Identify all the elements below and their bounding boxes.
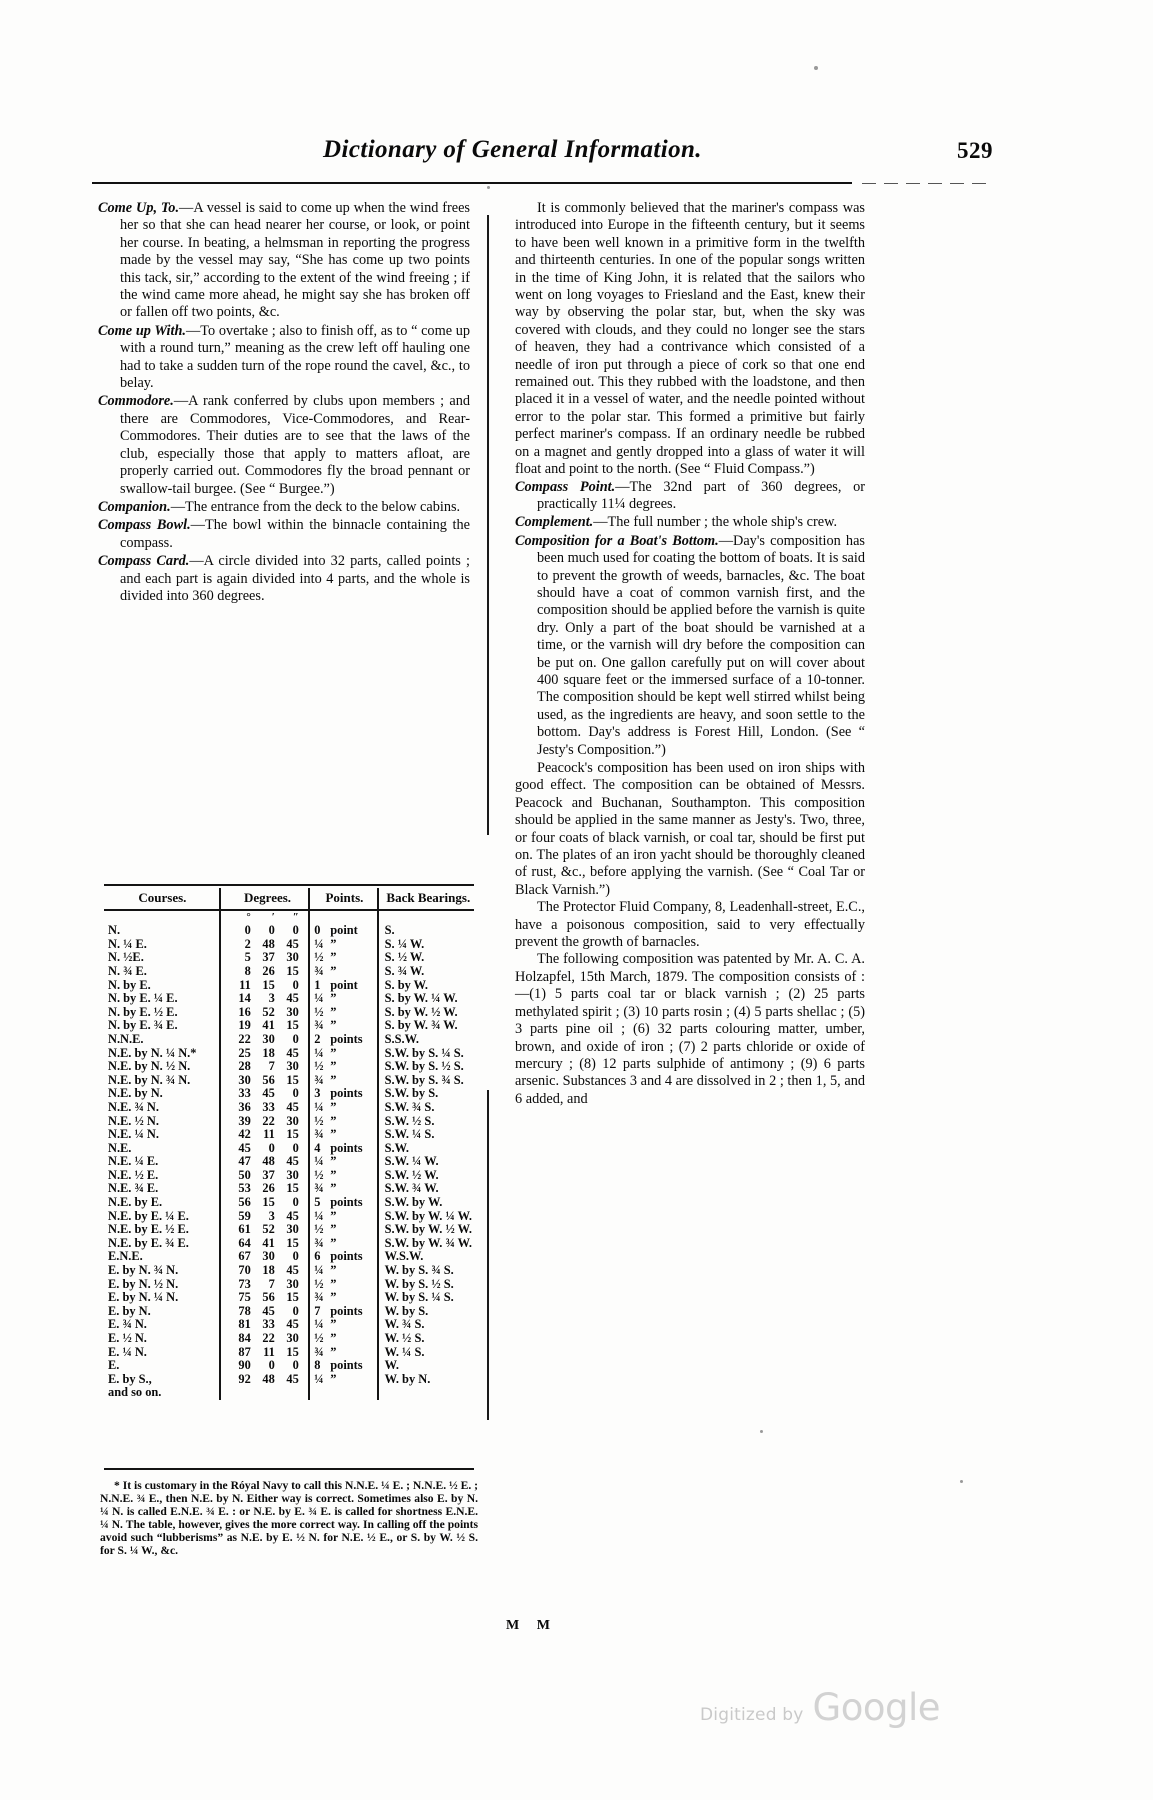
table-row — [104, 1101, 474, 1115]
cell-degrees: 42 11 15 — [220, 1128, 309, 1142]
cell-degrees: 92 48 45 — [220, 1373, 309, 1387]
cell-back-bearing: W. by N. — [378, 1373, 474, 1387]
cell-course: N.E. by E. ¼ E. — [108, 1208, 189, 1223]
cell-degrees: 90 0 0 — [220, 1359, 309, 1373]
entry-body: —A vessel is said to come up when the wind frees her so that she can head nearer her course, or look, or point her course. In beating, a helmsman in reporting the progress made by the vessel may say, “She has come up two points this tack, sir,” according to the extent of the wind freeing ; if the wind came more ahead, he might say she has broken off or fallen off two points, &c. — [120, 200, 470, 321]
cell-back-bearing: S. ¼ W. — [378, 938, 474, 952]
body-paragraph: It is commonly believed that the mariner's compass was introduced into Europe in the fifteenth century, but it seems to have been well known in a primitive form in the twelfth and thirteenth centuries. In one of the popular songs written in the time of King John, it is related that the sailors who went on long voyages to Friesland and the East, knew their way by observing the polar star, but, when the sky was covered with clouds, and they could no longer see the stars of heaven, they had a contrivance which consisted of a needle of iron put through a piece of cork so that one end remained out. This they rubbed with the loadstone, and then placed it in a vessel of water, and the needle pointed without error to the polar star. This formed a primitive but fairly perfect mariner's compass. If an ordinary needle be rubbed on a magnet and gently dropped into a glass of water it will float and point to the north. (See “ Fluid Compass.”) — [515, 200, 865, 478]
cell-course: N.E. ½ N. — [108, 1113, 159, 1128]
table-row — [104, 1047, 474, 1061]
table-row — [104, 1033, 474, 1047]
cell-course: N. ½E. — [108, 950, 144, 965]
cell-course: N.E. by N. ¾ N. — [108, 1072, 191, 1087]
cell-points: ¼” — [309, 1047, 377, 1061]
right-column — [515, 200, 865, 1108]
table-row — [104, 1115, 474, 1129]
compass-table — [104, 888, 474, 1400]
table-row — [104, 1373, 474, 1387]
cell-course: E.N.E. — [108, 1249, 143, 1264]
table-row — [104, 1155, 474, 1169]
cell-back-bearing: W. by S. ½ S. — [378, 1278, 474, 1292]
footnote — [100, 1480, 478, 1557]
cell-points: ¼” — [309, 1264, 377, 1278]
cell-course: N.E. ¼ N. — [108, 1127, 159, 1142]
table-row — [104, 1264, 474, 1278]
cell-degrees: 0 0 0 — [220, 924, 309, 938]
cell-back-bearing: W. by S. — [378, 1305, 474, 1319]
table-row — [104, 1060, 474, 1074]
dictionary-entry — [98, 393, 470, 497]
cell-course: N. — [108, 923, 121, 938]
table-continuation-row — [104, 1386, 474, 1400]
table-row — [104, 1305, 474, 1319]
table-header-row — [104, 888, 474, 910]
running-head — [90, 136, 995, 176]
cell-degrees: 16 52 30 — [220, 1006, 309, 1020]
cell-back-bearing: S.W. — [378, 1142, 474, 1156]
cell-back-bearing: W. by S. ¾ S. — [378, 1264, 474, 1278]
cell-back-bearing: W. ¼ S. — [378, 1346, 474, 1360]
cell-course: E. — [108, 1358, 120, 1373]
cell-degrees: 70 18 45 — [220, 1264, 309, 1278]
cell-back-bearing: S. ½ W. — [378, 951, 474, 965]
table-row — [104, 1169, 474, 1183]
cell-back-bearing: S. by W. ¼ W. — [378, 992, 474, 1006]
dictionary-entry — [98, 553, 470, 605]
cell-back-bearing: S. — [378, 924, 474, 938]
cell-degrees: 45 0 0 — [220, 1142, 309, 1156]
cell-points: ½” — [309, 1332, 377, 1346]
entry-headword: Come up With. — [98, 322, 186, 339]
cell-course: N.E. ½ E. — [108, 1167, 159, 1182]
cell-points: 0point — [309, 924, 377, 938]
cell-points: ½” — [309, 951, 377, 965]
cell-degrees: 14 3 45 — [220, 992, 309, 1006]
entry-body: —To overtake ; also to finish off, as to “ come up with a round turn,” meaning as the crew left off hauling one had to take a sudden turn of the rope round the cavel, &c., to belay. — [120, 322, 470, 392]
column-header-points: Points. — [309, 888, 377, 910]
cell-points: ¾” — [309, 1128, 377, 1142]
cell-degrees: 11 15 0 — [220, 979, 309, 993]
cell-back-bearing: S.W. ½ S. — [378, 1115, 474, 1129]
table-row — [104, 1318, 474, 1332]
entry-headword: Complement. — [515, 514, 594, 531]
column-divider-upper — [487, 215, 489, 835]
cell-points: ¾” — [309, 1346, 377, 1360]
cell-degrees: 8 26 15 — [220, 965, 309, 979]
cell-degrees: 67 30 0 — [220, 1250, 309, 1264]
table-row — [104, 979, 474, 993]
cell-degrees: 30 56 15 — [220, 1074, 309, 1088]
cell-degrees: 84 22 30 — [220, 1332, 309, 1346]
entry-body: —The 32nd part of 360 degrees, or practically 11¼ degrees. — [537, 478, 865, 512]
cell-degrees: 81 33 45 — [220, 1318, 309, 1332]
cell-course: E. ¾ N. — [108, 1317, 147, 1332]
cell-degrees: 25 18 45 — [220, 1047, 309, 1061]
cell-back-bearing: S. by W. ¾ W. — [378, 1019, 474, 1033]
cell-degrees: 33 45 0 — [220, 1087, 309, 1101]
header-rule-dashed — [862, 183, 990, 184]
digitized-by-watermark — [700, 1686, 940, 1729]
dictionary-entry — [98, 200, 470, 322]
cell-course: N. by E. — [108, 977, 151, 992]
cell-course: N. by E. ¼ E. — [108, 991, 178, 1006]
cell-back-bearing: S.W. by S. ¼ S. — [378, 1047, 474, 1061]
page-title: Dictionary of General Information. — [323, 136, 702, 163]
table-row — [104, 1128, 474, 1142]
cell-back-bearing: S.W. ¾ S. — [378, 1101, 474, 1115]
cell-course: N. by E. ¾ E. — [108, 1018, 178, 1033]
cell-points: 6points — [309, 1250, 377, 1264]
cell-points: 7points — [309, 1305, 377, 1319]
cell-degrees: 56 15 0 — [220, 1196, 309, 1210]
degree-symbol-cell — [220, 910, 309, 925]
cell-points: ¾” — [309, 965, 377, 979]
cell-course: N.E. ¾ N. — [108, 1099, 159, 1114]
cell-points: ¾” — [309, 1237, 377, 1251]
cell-course: N.E. by N. — [108, 1086, 163, 1101]
cell-degrees: 2 48 45 — [220, 938, 309, 952]
cell-course: N.E. ¼ E. — [108, 1154, 159, 1169]
cell-back-bearing: S.W. ¾ W. — [378, 1182, 474, 1196]
cell-degrees: 75 56 15 — [220, 1291, 309, 1305]
cell-points: ¾” — [309, 1074, 377, 1088]
cell-points: ¾” — [309, 1182, 377, 1196]
compass-table-wrapper — [104, 888, 474, 1400]
page-number: 529 — [957, 138, 993, 163]
table-row — [104, 965, 474, 979]
cell-back-bearing: S. by W. — [378, 979, 474, 993]
cell-points: ¼” — [309, 992, 377, 1006]
cell-degrees: 64 41 15 — [220, 1237, 309, 1251]
cell-points: ¼” — [309, 1210, 377, 1224]
entry-body: —Day's composition has been much used for coating the bottom of boats. It is said to prevent the growth of weeds, barnacles, &c. The boat should have a coat of common varnish first, and the composition should be applied before the varnish is quite dry. Only a part of the boat should be varnished at a time, or the varnish will dry before the composition can be put on. One gallon carefully put on will cover about 400 square feet or the immersed surface of a 10-tonner. The composition should be kept well stirred whilst being used, as the ingredients are heavy, and soon settle to the bottom. Day's address is Forest Hill, London. (See “ Jesty's Composition.”) — [537, 532, 865, 758]
watermark-prefix: Digitized by — [700, 1705, 804, 1725]
scan-speck — [960, 1480, 963, 1483]
entry-body: —The entrance from the deck to the below cabins. — [170, 498, 461, 515]
cell-course: N.E. by N. ½ N. — [108, 1059, 191, 1074]
cell-points: ½” — [309, 1006, 377, 1020]
table-row — [104, 1237, 474, 1251]
table-row — [104, 1182, 474, 1196]
cell-back-bearing: S.S.W. — [378, 1033, 474, 1047]
table-row — [104, 951, 474, 965]
entry-headword: Compass Point. — [515, 478, 616, 495]
entry-headword: Compass Card. — [98, 553, 190, 570]
table-row — [104, 1359, 474, 1373]
cell-points: 1point — [309, 979, 377, 993]
cell-degrees: 47 48 45 — [220, 1155, 309, 1169]
cell-degrees: 73 7 30 — [220, 1278, 309, 1292]
cell-points: 4points — [309, 1142, 377, 1156]
cell-course: N. by E. ½ E. — [108, 1004, 178, 1019]
column-header-back-bearings: Back Bearings. — [378, 888, 474, 910]
table-row — [104, 1332, 474, 1346]
cell-degrees: 50 37 30 — [220, 1169, 309, 1183]
body-paragraph: The Protector Fluid Company, 8, Leadenhall-street, E.C., have a poisonous composition, said to very effectually prevent the growth of barnacles. — [515, 899, 865, 951]
cell-degrees: 22 30 0 — [220, 1033, 309, 1047]
cell-degrees: 36 33 45 — [220, 1101, 309, 1115]
table-row — [104, 1278, 474, 1292]
cell-degrees: 39 22 30 — [220, 1115, 309, 1129]
cell-course: E. by S., — [108, 1371, 152, 1386]
cell-back-bearing: S.W. by S. — [378, 1087, 474, 1101]
header-rule — [92, 182, 852, 184]
cell-back-bearing: S.W. by W. ¾ W. — [378, 1237, 474, 1251]
cell-course: N.E. by E. — [108, 1195, 163, 1210]
entry-headword: Compass Bowl. — [98, 517, 191, 534]
cell-back-bearing: S.W. by W. — [378, 1196, 474, 1210]
dictionary-entry — [515, 479, 865, 514]
cell-points: 5points — [309, 1196, 377, 1210]
table-row — [104, 1291, 474, 1305]
google-logo: Google — [812, 1686, 941, 1729]
table-row — [104, 1196, 474, 1210]
column-header-courses: Courses. — [104, 888, 220, 910]
cell-degrees: 53 26 15 — [220, 1182, 309, 1196]
cell-course: E. by N. ¾ N. — [108, 1263, 179, 1278]
cell-points: ½” — [309, 1223, 377, 1237]
compass-table-body — [104, 910, 474, 1400]
cell-back-bearing: S.W. ¼ W. — [378, 1155, 474, 1169]
cell-course: N.E. by N. ¼ N.* — [108, 1045, 197, 1060]
table-row — [104, 1142, 474, 1156]
cell-points: 3points — [309, 1087, 377, 1101]
cell-back-bearing: W.S.W. — [378, 1250, 474, 1264]
cell-points: ¼” — [309, 1373, 377, 1387]
cell-points: ¾” — [309, 1019, 377, 1033]
scan-speck — [814, 66, 818, 70]
table-row — [104, 1006, 474, 1020]
entry-body: —The full number ; the whole ship's crew. — [593, 514, 838, 531]
cell-course: N. ¾ E. — [108, 963, 147, 978]
cell-course: N.N.E. — [108, 1031, 144, 1046]
cell-back-bearing: S.W. by S. ¾ S. — [378, 1074, 474, 1088]
table-row — [104, 924, 474, 938]
cell-back-bearing: W. ½ S. — [378, 1332, 474, 1346]
cell-course: N. ¼ E. — [108, 936, 147, 951]
table-row — [104, 992, 474, 1006]
cell-points: ¼” — [309, 1318, 377, 1332]
table-row — [104, 1210, 474, 1224]
column-header-degrees: Degrees. — [220, 888, 309, 910]
entry-body: —The bowl within the binnacle containing the compass. — [120, 517, 471, 551]
cell-back-bearing: W. ¾ S. — [378, 1318, 474, 1332]
cell-course: E. ¼ N. — [108, 1344, 147, 1359]
table-row — [104, 1223, 474, 1237]
minute-symbol: ′ — [271, 910, 275, 923]
scan-speck — [760, 1430, 763, 1433]
scan-speck — [487, 186, 490, 189]
cell-back-bearing: S.W. by S. ½ S. — [378, 1060, 474, 1074]
entry-body: —A rank conferred by clubs upon members ; and there are Commodores, Vice-Commodores, and Rear-Commodores. Their duties are to see that the laws of the club, especially those that apply to matters afloat, are properly carried out. Commodores fly the broad pennant or swallow-tail burgee. (See “ Burgee.”) — [120, 393, 470, 497]
body-paragraph: Peacock's composition has been used on iron ships with good effect. The composition can be obtained of Messrs. Peacock and Buchanan, Southampton. This composition should be applied in the same manner as Jesty's. Two, three, or four coats of black varnish, or coal tar, should be first put on. The plates of an iron yacht should be thoroughly cleaned of rust, &c., before applying the varnish. (See “ Coal Tar or Black Varnish.”) — [515, 760, 865, 898]
dictionary-entry — [98, 323, 470, 393]
entry-headword: Companion. — [98, 498, 171, 515]
column-divider-lower — [487, 1090, 489, 1420]
table-row — [104, 1346, 474, 1360]
cell-back-bearing: S. ¾ W. — [378, 965, 474, 979]
degree-symbol: ° — [246, 910, 251, 923]
cell-course: E. ½ N. — [108, 1331, 147, 1345]
cell-points: ¾” — [309, 1291, 377, 1305]
table-row — [104, 1019, 474, 1033]
continuation-note: and so on. — [108, 1385, 162, 1400]
entry-body: —A circle divided into 32 parts, called points ; and each part is again divided into 4 parts, and the whole is divided into 360 degrees. — [120, 553, 470, 604]
cell-degrees: 78 45 0 — [220, 1305, 309, 1319]
footnote-text: * It is customary in the Róyal Navy to call this N.N.E. ¼ E. ; N.N.E. ½ E. ; N.N.E. ¾ E., then N.E. by N. Either way is correct. Sometimes also E. by N. ¼ N. is called E.N.E. ¾ E. : or N.E. by E. ¾ E. is called for shortness E.N.E. ¼ N. The table, however, gives the more correct way. In calling off the points avoid such “lubberisms” as N.E. by E. ½ N. for N.E. ½ E., or S. by W. ½ S. for S. ¼ W., &c. — [100, 1479, 478, 1557]
cell-back-bearing: S.W. by W. ¼ W. — [378, 1210, 474, 1224]
cell-back-bearing: S.W. ¼ S. — [378, 1128, 474, 1142]
cell-course: N.E. ¾ E. — [108, 1181, 159, 1196]
dictionary-entry — [515, 533, 865, 759]
table-bottom-rule — [104, 1468, 474, 1470]
cell-points: ¼” — [309, 1101, 377, 1115]
dictionary-entry — [98, 499, 470, 516]
cell-points: ¼” — [309, 1155, 377, 1169]
table-row — [104, 1087, 474, 1101]
dictionary-entry — [515, 514, 865, 531]
cell-back-bearing: W. — [378, 1359, 474, 1373]
table-top-rule — [104, 884, 474, 886]
table-row — [104, 1250, 474, 1264]
table-row — [104, 1074, 474, 1088]
dictionary-entry — [98, 517, 470, 552]
cell-course: N.E. — [108, 1140, 132, 1155]
cell-degrees: 5 37 30 — [220, 951, 309, 965]
cell-points: ½” — [309, 1169, 377, 1183]
cell-course: E. by N. — [108, 1303, 151, 1318]
cell-degrees: 59 3 45 — [220, 1210, 309, 1224]
cell-course: E. by N. ¼ N. — [108, 1290, 179, 1305]
entry-headword: Commodore. — [98, 393, 174, 410]
cell-degrees: 87 11 15 — [220, 1346, 309, 1360]
cell-course: N.E. by E. ¾ E. — [108, 1235, 189, 1250]
cell-back-bearing: W. by S. ¼ S. — [378, 1291, 474, 1305]
cell-back-bearing: S. by W. ½ W. — [378, 1006, 474, 1020]
left-column — [98, 200, 470, 606]
cell-back-bearing: S.W. by W. ½ W. — [378, 1223, 474, 1237]
second-symbol: ″ — [292, 910, 299, 923]
cell-course: E. by N. ½ N. — [108, 1276, 179, 1291]
cell-points: 8points — [309, 1359, 377, 1373]
signature-mark: M M — [506, 1618, 557, 1633]
degree-symbol-row — [104, 910, 474, 925]
table-row — [104, 938, 474, 952]
body-paragraph: The following composition was patented by Mr. A. C. A. Holzapfel, 15th March, 1879. The composition consists of :—(1) 5 parts coal tar or black varnish ; (2) 25 parts methylated spirit ; (3) 10 parts rosin ; (4) 5 parts shellac ; (5) 3 parts pine oil ; (6) 32 parts colouring matter, umber, brown, and oxide of iron ; (7) 2 parts chloride or oxide of mercury ; (8) 12 parts sulphide of antimony ; (9) 6 parts arsenic. Substances 3 and 4 are dissolved in 2 ; then 1, 5, and 6 added, and — [515, 951, 865, 1107]
entry-headword: Come Up, To. — [98, 200, 180, 216]
cell-back-bearing: S.W. ½ W. — [378, 1169, 474, 1183]
cell-points: ½” — [309, 1278, 377, 1292]
cell-degrees: 19 41 15 — [220, 1019, 309, 1033]
entry-headword: Composition for a Boat's Bottom. — [515, 532, 719, 549]
cell-points: ¼” — [309, 938, 377, 952]
cell-degrees: 28 7 30 — [220, 1060, 309, 1074]
cell-points: 2points — [309, 1033, 377, 1047]
cell-points: ½” — [309, 1060, 377, 1074]
cell-course: N.E. by E. ½ E. — [108, 1222, 189, 1237]
cell-points: ½” — [309, 1115, 377, 1129]
cell-degrees: 61 52 30 — [220, 1223, 309, 1237]
